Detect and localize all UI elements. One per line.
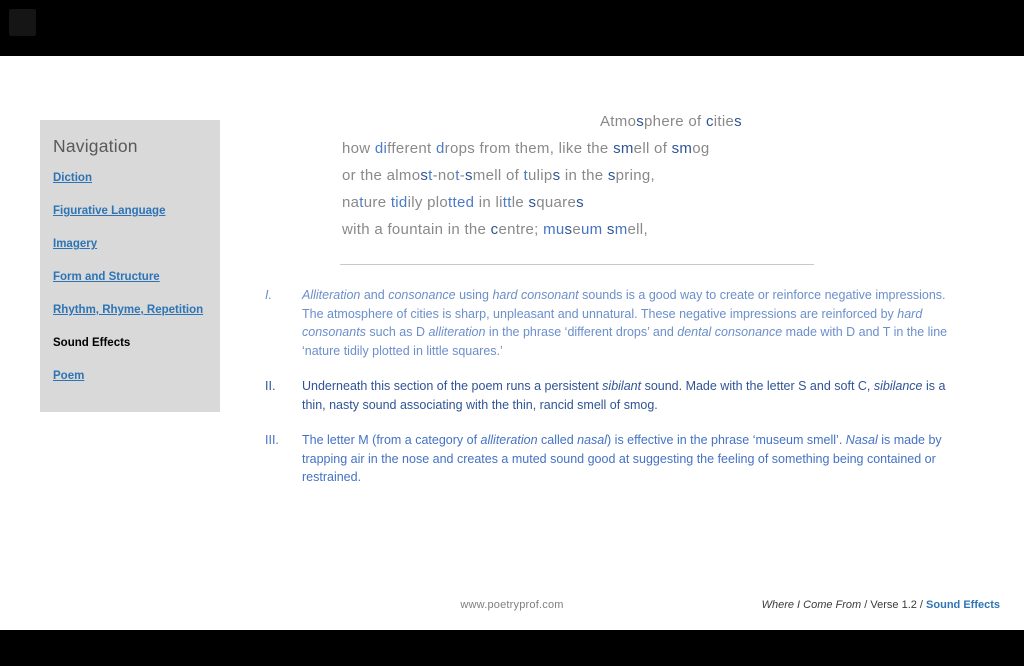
- text-segment: itie: [713, 113, 735, 130]
- annotation-numeral-3: III.: [265, 433, 279, 447]
- text-segment: s: [636, 113, 645, 130]
- text-segment: c: [490, 221, 499, 238]
- annotation-body-2: [302, 377, 962, 414]
- text-segment: in the phrase ‘different drops’ and: [485, 325, 678, 339]
- text-segment: og: [692, 140, 710, 157]
- text-segment: Alliteration: [302, 288, 361, 302]
- text-segment: called: [537, 433, 578, 447]
- poem-divider-line: [340, 264, 814, 265]
- sidebar-item-sound-effects-current: Sound Effects: [53, 337, 131, 349]
- text-segment: s: [606, 221, 615, 238]
- text-segment: um: [581, 221, 603, 238]
- text-segment: t: [523, 167, 529, 184]
- text-segment: e: [572, 221, 582, 238]
- text-segment: -no: [432, 167, 456, 184]
- sidebar-item-diction[interactable]: Diction: [53, 172, 92, 184]
- text-segment: di: [374, 140, 388, 157]
- text-segment: ell,: [627, 221, 648, 238]
- annotation-body-1: [302, 286, 962, 360]
- annotations-list: [265, 286, 962, 504]
- footer-section-label[interactable]: Sound Effects: [926, 599, 1000, 611]
- footer-breadcrumb: [762, 599, 1000, 611]
- text-segment: sounds is a good way to create or reinforce negative impressions. The atmosphere of cities is sharp, unpleasant and unnatural. These negative impressions are reinforced by: [302, 288, 946, 321]
- navigation-panel: [40, 120, 220, 412]
- text-segment: hard consonants: [302, 306, 923, 339]
- text-segment: t: [428, 167, 433, 184]
- text-segment: pring,: [615, 167, 655, 184]
- text-segment: The letter M (from a category of: [302, 433, 481, 447]
- text-segment: how: [342, 140, 375, 157]
- text-segment: tid: [390, 194, 408, 211]
- poem-line-5: [342, 216, 822, 243]
- text-segment: or the almo: [342, 167, 421, 184]
- text-segment: is a thin, nasty sound associating with the thin, rancid smell of smog.: [302, 379, 946, 412]
- text-segment: hard consonant: [492, 288, 579, 302]
- text-segment: Underneath this section of the poem runs a persistent: [302, 379, 603, 393]
- sidebar-item-form-and-structure[interactable]: Form and Structure: [53, 271, 160, 283]
- text-segment: s: [607, 167, 616, 184]
- text-segment: le: [511, 194, 529, 211]
- annotation-numeral-1: I.: [265, 288, 272, 302]
- text-segment: alliteration: [428, 325, 486, 339]
- text-segment: made with D and T in the line ‘nature tidily plotted in little squares.’: [302, 325, 948, 358]
- sidebar-item-rhythm-rhyme-repetition[interactable]: Rhythm, Rhyme, Repetition: [53, 304, 204, 316]
- text-segment: s: [576, 194, 584, 211]
- text-segment: sibilance: [873, 379, 923, 393]
- text-segment: tted: [448, 194, 475, 211]
- text-segment: consonance: [388, 288, 456, 302]
- text-segment: rops from them, like the: [444, 140, 614, 157]
- text-segment: such as D: [365, 325, 429, 339]
- text-segment: s: [528, 194, 537, 211]
- poem-line-4: [342, 189, 822, 216]
- poem-line-1: [342, 108, 822, 135]
- text-segment: sibilant: [602, 379, 642, 393]
- text-segment: in li: [474, 194, 503, 211]
- text-segment: nasal: [577, 433, 608, 447]
- sidebar-item-poem[interactable]: Poem: [53, 370, 85, 382]
- footer-verse-label: / Verse 1.2 /: [861, 599, 927, 611]
- text-segment: sm: [613, 140, 634, 157]
- sidebar-item-imagery[interactable]: Imagery: [53, 238, 98, 250]
- navigation-title: Navigation: [53, 136, 138, 156]
- text-segment: tt: [502, 194, 512, 211]
- annotation-alliteration-consonance: [265, 286, 962, 360]
- top-letterbox-bar: [0, 0, 1024, 56]
- text-segment: using: [455, 288, 493, 302]
- text-segment: sm: [671, 140, 693, 157]
- text-segment: ure: [363, 194, 391, 211]
- text-segment: t: [455, 167, 460, 184]
- bottom-letterbox-bar: [0, 630, 1024, 666]
- text-segment: mu: [543, 221, 565, 238]
- text-segment: s: [464, 167, 473, 184]
- text-segment: ) is effective in the phrase ‘museum smell’.: [607, 433, 846, 447]
- annotation-body-3: [302, 431, 962, 487]
- text-segment: quare: [536, 194, 577, 211]
- text-segment: alliteration: [480, 433, 538, 447]
- footer-site-url: www.poetryprof.com: [460, 599, 564, 611]
- poem-line-2: [342, 135, 822, 162]
- text-segment: na: [342, 194, 360, 211]
- text-segment: mell of: [472, 167, 524, 184]
- annotation-numeral-2: II.: [265, 379, 276, 393]
- text-segment: ell of: [633, 140, 672, 157]
- text-segment: dental consonance: [677, 325, 783, 339]
- corner-square: [9, 9, 36, 36]
- annotation-sibilance: [265, 377, 962, 414]
- text-segment: ulip: [528, 167, 553, 184]
- text-segment: with a fountain in the: [342, 221, 491, 238]
- text-segment: s: [420, 167, 429, 184]
- text-segment: sound. Made with the letter S and soft C,: [641, 379, 874, 393]
- poem-excerpt: [342, 108, 822, 243]
- text-segment: fferent: [387, 140, 436, 157]
- text-segment: in the: [560, 167, 608, 184]
- text-segment: and: [360, 288, 389, 302]
- text-segment: t: [359, 194, 364, 211]
- text-segment: s: [734, 113, 742, 130]
- text-segment: entre;: [498, 221, 544, 238]
- text-segment: d: [436, 140, 445, 157]
- text-segment: s: [552, 167, 561, 184]
- annotation-nasal: [265, 431, 962, 487]
- text-segment: -: [459, 167, 465, 184]
- text-segment: m: [614, 221, 628, 238]
- footer-poem-title: Where I Come From: [761, 599, 862, 611]
- text-segment: s: [564, 221, 573, 238]
- text-segment: is made by trapping air in the nose and creates a muted sound good at suggesting the feeling of something being contained or restrained.: [302, 433, 942, 484]
- sidebar-item-figurative-language[interactable]: Figurative Language: [53, 205, 166, 217]
- text-segment: phere of: [644, 113, 706, 130]
- poem-line-3: [342, 162, 822, 189]
- text-segment: ily plo: [407, 194, 449, 211]
- text-segment: c: [705, 113, 714, 130]
- text-segment: Atmo: [600, 113, 637, 130]
- slide: [0, 56, 1024, 630]
- text-segment: Nasal: [845, 433, 878, 447]
